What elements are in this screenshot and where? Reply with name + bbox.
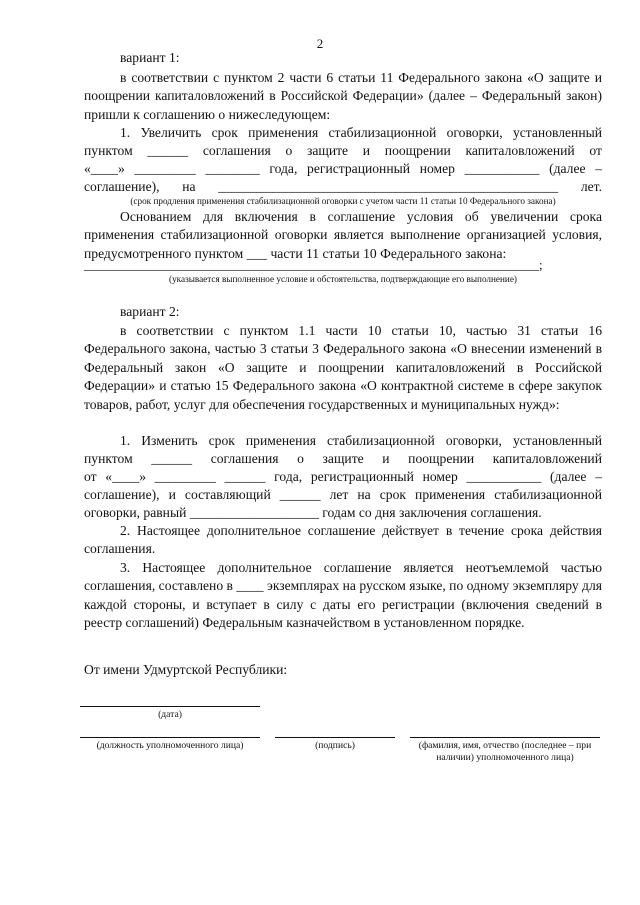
- position-label: (должность уполномоченного лица): [96, 740, 244, 751]
- name-label: (фамилия, имя, отчество (последнее – при наличии) уполномоченного лица): [418, 740, 592, 763]
- variant2-item1-line4: соглашение), и составляющий ______ лет на срок применения стабилизационной: [84, 487, 602, 502]
- page-number: 2: [316, 36, 324, 51]
- variant1-item1-line2: пунктом ______ соглашения о защите и поощрении капиталовложений от: [84, 143, 602, 158]
- variant1-note-condition: (указывается выполненное условие и обстоятельства, подтверждающие его выполнение): [169, 274, 517, 284]
- variant1-heading: вариант 1:: [120, 50, 180, 65]
- variant1-item1-line1: 1. Увеличить срок применения стабилизационной оговорки, установленный: [120, 125, 602, 140]
- variant1-basis: Основанием для включения в соглашение условия об увеличении срока применения стабилизационной оговорки является выполнение организацией условия, предусмотренного пунктом ___ части 11 статьи 10 Федерального закона:: [84, 209, 602, 261]
- variant2-item1-line1: 1. Изменить срок применения стабилизационной оговорки, установленный: [120, 433, 602, 448]
- variant2-item1-line5: оговорки, равный ___________________ годам со дня заключения соглашения.: [84, 505, 542, 520]
- item3-text: 3. Настоящее дополнительное соглашение является неотъемлемой частью соглашения, составлено в ____ экземплярах на русском языке, по одному экземпляру для каждой стороны, и вступает в силу с даты его регистрации (включения сведений в реестр соглашений) Федеральным казначейством в установленном порядке.: [84, 560, 602, 631]
- name-line: [410, 737, 600, 738]
- signature-label: (подпись): [315, 740, 355, 751]
- variant1-item1-line4: соглашение), на __________________________________________________ лет.: [84, 179, 602, 194]
- variant1-item1-line3: «____» _________ ________ года, регистрационный номер ___________ (далее –: [84, 161, 602, 176]
- position-line: [80, 737, 260, 738]
- signature-line: [275, 737, 395, 738]
- variant2-item1-line2: пунктом ______ соглашения о защите и поощрении капиталовложений: [84, 451, 602, 466]
- on-behalf-heading: От имени Удмуртской Республики:: [84, 662, 288, 677]
- variant2-item1-line3: от «____» _________ ______ года, регистрационный номер ___________ (далее –: [84, 469, 602, 484]
- variant1-note-term: (срок продления применения стабилизационной оговорки с учетом части 11 статьи 10 Федерального закона): [130, 196, 556, 206]
- date-line: [80, 706, 260, 707]
- variant2-heading: вариант 2:: [120, 304, 180, 319]
- date-label: (дата): [158, 709, 182, 720]
- item2-text: 2. Настоящее дополнительное соглашение действует в течение срока действия соглашения.: [84, 523, 602, 557]
- variant2-intro: в соответствии с пунктом 1.1 части 10 статьи 10, частью 31 статьи 16 Федерального закона, частью 3 статьи 3 Федерального закона «О внесении изменений в Федеральный закон «О защите и поощрении капиталовложений в Российской Федерации» и статью 15 Федерального закона «О контрактной системе в сфере закупок товаров, работ, услуг для обеспечения государственных и муниципальных нужд»:: [84, 323, 602, 412]
- variant1-basis-blank: ______________________________________________________________________;: [84, 257, 543, 272]
- variant1-intro: в соответствии с пунктом 2 части 6 статьи 11 Федерального закона «О защите и поощрении капиталовложений в Российской Федерации» (далее – Федеральный закон) пришли к соглашению о нижеследующем:: [84, 70, 602, 122]
